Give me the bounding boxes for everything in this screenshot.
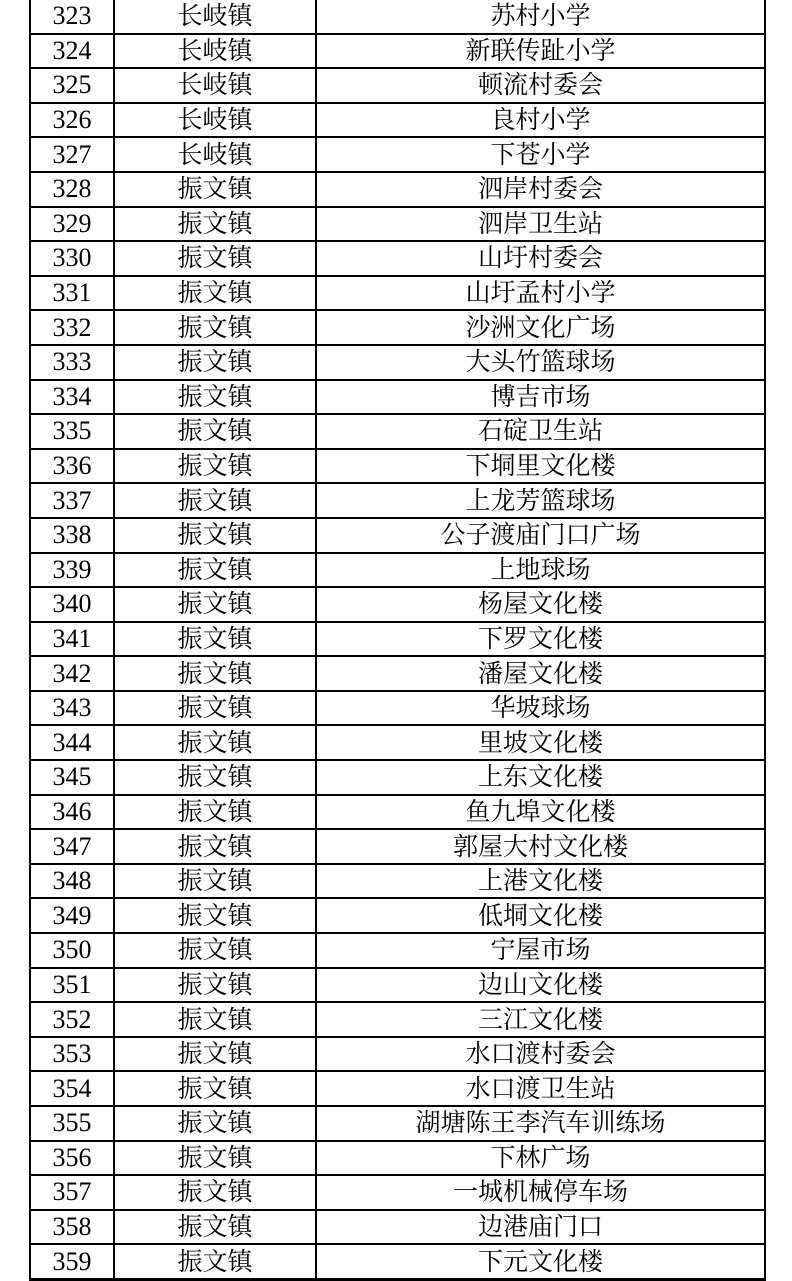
table-row xyxy=(30,898,765,933)
site-name-cell: 上地球场 xyxy=(316,553,765,588)
site-name-cell: 上龙芳篮球场 xyxy=(316,483,765,518)
row-number-cell: 345 xyxy=(30,760,114,795)
row-number-cell: 326 xyxy=(30,103,114,138)
town-cell: 振文镇 xyxy=(114,1037,316,1072)
table-row xyxy=(30,1244,765,1279)
table-row xyxy=(30,656,765,691)
town-cell: 振文镇 xyxy=(114,622,316,657)
table-row xyxy=(30,103,765,138)
site-name-cell: 杨屋文化楼 xyxy=(316,587,765,622)
table-row xyxy=(30,622,765,657)
site-name-cell: 上港文化楼 xyxy=(316,864,765,899)
table-row xyxy=(30,207,765,242)
table-row xyxy=(30,1175,765,1210)
table-row xyxy=(30,241,765,276)
site-name-cell: 下林广场 xyxy=(316,1141,765,1176)
table-row xyxy=(30,968,765,1003)
row-number-cell: 356 xyxy=(30,1141,114,1176)
town-cell: 长岐镇 xyxy=(114,68,316,103)
table-row xyxy=(30,137,765,172)
table-row xyxy=(30,172,765,207)
row-number-cell: 334 xyxy=(30,380,114,415)
row-number-cell: 327 xyxy=(30,137,114,172)
table-row xyxy=(30,933,765,968)
table-row xyxy=(30,68,765,103)
table-row xyxy=(30,553,765,588)
site-name-cell: 鱼九埠文化楼 xyxy=(316,795,765,830)
row-number-cell: 344 xyxy=(30,725,114,760)
town-cell: 振文镇 xyxy=(114,449,316,484)
site-name-cell: 上东文化楼 xyxy=(316,760,765,795)
town-cell: 振文镇 xyxy=(114,553,316,588)
table-row xyxy=(30,1141,765,1176)
row-number-cell: 340 xyxy=(30,587,114,622)
town-cell: 振文镇 xyxy=(114,968,316,1003)
town-cell: 振文镇 xyxy=(114,1071,316,1106)
site-name-cell: 下元文化楼 xyxy=(316,1244,765,1279)
row-number-cell: 329 xyxy=(30,207,114,242)
row-number-cell: 349 xyxy=(30,898,114,933)
site-name-cell: 下罗文化楼 xyxy=(316,622,765,657)
town-cell: 长岐镇 xyxy=(114,103,316,138)
table-row xyxy=(30,483,765,518)
table-row xyxy=(30,310,765,345)
table-row xyxy=(30,1210,765,1245)
site-name-cell: 沙洲文化广场 xyxy=(316,310,765,345)
town-cell: 长岐镇 xyxy=(114,0,316,34)
table-row xyxy=(30,449,765,484)
town-cell: 振文镇 xyxy=(114,725,316,760)
row-number-cell: 357 xyxy=(30,1175,114,1210)
town-cell: 振文镇 xyxy=(114,241,316,276)
site-name-cell: 下垌里文化楼 xyxy=(316,449,765,484)
town-cell: 振文镇 xyxy=(114,933,316,968)
row-number-cell: 348 xyxy=(30,864,114,899)
row-number-cell: 342 xyxy=(30,656,114,691)
town-cell: 振文镇 xyxy=(114,1002,316,1037)
row-number-cell: 339 xyxy=(30,553,114,588)
row-number-cell: 337 xyxy=(30,483,114,518)
site-name-cell: 边山文化楼 xyxy=(316,968,765,1003)
row-number-cell: 354 xyxy=(30,1071,114,1106)
site-name-cell: 湖塘陈王李汽车训练场 xyxy=(316,1106,765,1141)
site-name-cell: 华坡球场 xyxy=(316,691,765,726)
row-number-cell: 359 xyxy=(30,1244,114,1279)
site-name-cell: 顿流村委会 xyxy=(316,68,765,103)
site-name-cell: 博吉市场 xyxy=(316,380,765,415)
site-name-cell: 潘屋文化楼 xyxy=(316,656,765,691)
town-cell: 振文镇 xyxy=(114,172,316,207)
row-number-cell: 346 xyxy=(30,795,114,830)
site-name-cell: 水口渡卫生站 xyxy=(316,1071,765,1106)
row-number-cell: 352 xyxy=(30,1002,114,1037)
site-name-cell: 山圩村委会 xyxy=(316,241,765,276)
town-cell: 振文镇 xyxy=(114,691,316,726)
site-name-cell: 石碇卫生站 xyxy=(316,414,765,449)
site-name-cell: 苏村小学 xyxy=(316,0,765,34)
table-row xyxy=(30,1037,765,1072)
row-number-cell: 343 xyxy=(30,691,114,726)
row-number-cell: 330 xyxy=(30,241,114,276)
row-number-cell: 347 xyxy=(30,829,114,864)
town-cell: 长岐镇 xyxy=(114,137,316,172)
row-number-cell: 358 xyxy=(30,1210,114,1245)
town-cell: 振文镇 xyxy=(114,587,316,622)
town-cell: 振文镇 xyxy=(114,656,316,691)
town-cell: 振文镇 xyxy=(114,483,316,518)
table-row xyxy=(30,864,765,899)
row-number-cell: 333 xyxy=(30,345,114,380)
town-cell: 振文镇 xyxy=(114,1141,316,1176)
row-number-cell: 335 xyxy=(30,414,114,449)
table-row xyxy=(30,380,765,415)
site-name-cell: 泗岸卫生站 xyxy=(316,207,765,242)
town-cell: 振文镇 xyxy=(114,898,316,933)
row-number-cell: 332 xyxy=(30,310,114,345)
row-number-cell: 355 xyxy=(30,1106,114,1141)
site-name-cell: 大头竹篮球场 xyxy=(316,345,765,380)
site-name-cell: 公子渡庙门口广场 xyxy=(316,518,765,553)
table-row xyxy=(30,1106,765,1141)
table-row xyxy=(30,518,765,553)
site-name-cell: 低垌文化楼 xyxy=(316,898,765,933)
row-number-cell: 341 xyxy=(30,622,114,657)
table-row xyxy=(30,725,765,760)
site-name-cell: 水口渡村委会 xyxy=(316,1037,765,1072)
row-number-cell: 338 xyxy=(30,518,114,553)
site-name-cell: 一城机械停车场 xyxy=(316,1175,765,1210)
table-row xyxy=(30,795,765,830)
site-name-cell: 里坡文化楼 xyxy=(316,725,765,760)
row-number-cell: 351 xyxy=(30,968,114,1003)
town-cell: 振文镇 xyxy=(114,795,316,830)
table-row xyxy=(30,1071,765,1106)
row-number-cell: 331 xyxy=(30,276,114,311)
row-number-cell: 323 xyxy=(30,0,114,34)
town-cell: 振文镇 xyxy=(114,380,316,415)
row-number-cell: 353 xyxy=(30,1037,114,1072)
town-cell: 长岐镇 xyxy=(114,34,316,69)
town-cell: 振文镇 xyxy=(114,310,316,345)
row-number-cell: 328 xyxy=(30,172,114,207)
town-cell: 振文镇 xyxy=(114,1175,316,1210)
site-name-cell: 新联传趾小学 xyxy=(316,34,765,69)
town-cell: 振文镇 xyxy=(114,345,316,380)
row-number-cell: 350 xyxy=(30,933,114,968)
site-name-cell: 宁屋市场 xyxy=(316,933,765,968)
table-body xyxy=(30,0,765,1279)
town-cell: 振文镇 xyxy=(114,1106,316,1141)
row-number-cell: 325 xyxy=(30,68,114,103)
table-row xyxy=(30,276,765,311)
site-name-cell: 边港庙门口 xyxy=(316,1210,765,1245)
site-name-cell: 郭屋大村文化楼 xyxy=(316,829,765,864)
row-number-cell: 336 xyxy=(30,449,114,484)
row-number-cell: 324 xyxy=(30,34,114,69)
town-cell: 振文镇 xyxy=(114,1210,316,1245)
site-name-cell: 良村小学 xyxy=(316,103,765,138)
site-name-cell: 泗岸村委会 xyxy=(316,172,765,207)
site-name-cell: 下苍小学 xyxy=(316,137,765,172)
town-cell: 振文镇 xyxy=(114,414,316,449)
town-cell: 振文镇 xyxy=(114,207,316,242)
table-row xyxy=(30,587,765,622)
town-cell: 振文镇 xyxy=(114,1244,316,1279)
table-row xyxy=(30,1002,765,1037)
town-cell: 振文镇 xyxy=(114,760,316,795)
town-cell: 振文镇 xyxy=(114,518,316,553)
table-row xyxy=(30,760,765,795)
table-row xyxy=(30,829,765,864)
town-cell: 振文镇 xyxy=(114,276,316,311)
site-name-cell: 三江文化楼 xyxy=(316,1002,765,1037)
town-cell: 振文镇 xyxy=(114,829,316,864)
site-name-cell: 山圩孟村小学 xyxy=(316,276,765,311)
table-row xyxy=(30,414,765,449)
table-row xyxy=(30,691,765,726)
table-row xyxy=(30,345,765,380)
table-row xyxy=(30,34,765,69)
table-row xyxy=(30,0,765,34)
town-cell: 振文镇 xyxy=(114,864,316,899)
site-list-table xyxy=(29,0,766,1281)
